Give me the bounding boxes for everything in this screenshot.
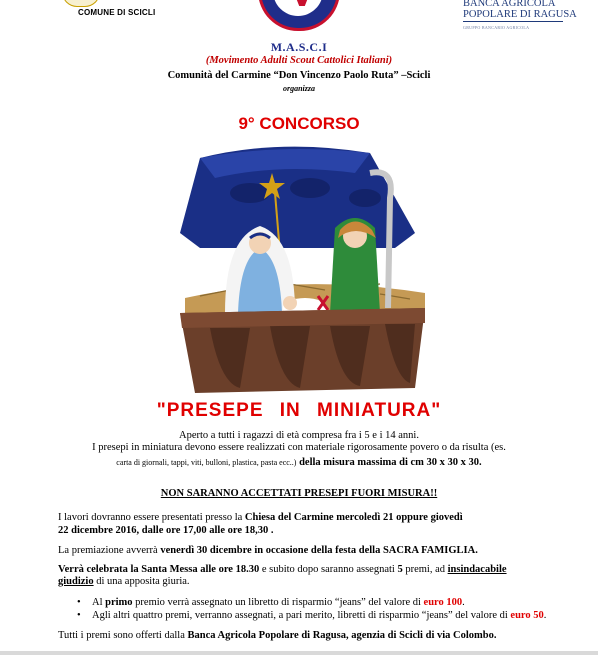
bank-logo-tagline: GRUPPO BANCARIO AGRICOLA [463,25,530,30]
prize-amount: euro 50 [510,610,544,621]
bullet-icon: • [77,610,81,621]
delivery-text: I lavori dovranno essere presentati presso la [58,512,245,523]
egg-carton-base [180,308,425,393]
movement-name: (Movimento Adulti Scout Cattolici Italiani) [205,55,393,66]
sponsor-name: Banca Agricola Popolare di Ragusa, agenzia di Scicli di via Colombo. [187,630,497,641]
material-examples: carta di giornali, tappi, viti, bulloni, plastica, pasta ecc..) [116,458,297,467]
jury-text: di una apposita giuria. [93,576,190,587]
contest-edition: 9° CONCORSO [238,114,360,133]
comune-crest-icon [62,0,100,7]
jury-line [58,576,578,588]
scout-lily-icon [295,0,309,6]
prize-list [74,596,584,622]
mass-text-2: premi, ad [402,564,448,575]
bank-logo-line1: BANCA AGRICOLA [463,0,556,9]
award-text: La premiazione avverrà [58,545,161,556]
material-rules: I presepi in miniatura devono essere realizzati con materiale rigorosamente povero o da risulta (es. [92,442,506,453]
bullet-icon: • [77,597,81,608]
award-date: venerdì 30 dicembre in occasione della festa della SACRA FAMIGLIA. [160,545,478,556]
insindacabile-word: insindacabile [447,564,507,575]
page-bottom-bar [0,651,598,655]
mass-time: Verrà celebrata la Santa Messa alle ore 18.30 [58,564,260,575]
award-line [58,545,578,557]
bank-logo-line2: POPOLARE DI RAGUSA [463,9,577,20]
sponsor-line [58,630,588,642]
delivery-line-1 [58,512,578,524]
masci-emblem-inner [271,0,325,18]
organizza-label: organizza [282,84,315,93]
egg-box-lid [180,147,415,248]
prize-description: premio verrà assegnato un libretto di risparmio “jeans” del valore di [132,597,424,608]
masci-title: M.A.S.C.I [270,40,328,54]
prize-amount: euro 100 [423,597,463,608]
prize-item-others [74,609,584,622]
delivery-line-2: 22 dicembre 2016, dalle ore 17,00 alle ore 18,30 . [58,525,274,536]
prize-rank: primo [105,597,133,608]
mass-text: e subito dopo saranno assegnati [259,564,398,575]
age-requirement: Aperto a tutti i ragazzi di età compresa fra i 5 e i 14 anni. [179,430,419,441]
contest-title: "PRESEPE IN MINIATURA" [156,400,442,421]
mass-line [58,564,578,576]
giudizio-word: giudizio [58,576,94,587]
nativity-photo [140,138,460,403]
prize-punct: . [543,610,547,621]
community-name: Comunità del Carmine “Don Vincenzo Paolo Ruta” –Scicli [167,70,431,81]
prize-count: 5 [397,564,403,575]
material-examples-row [0,457,598,469]
prize-item-first [74,596,584,609]
bank-logo [463,0,577,33]
prize-description: Agli altri quattro premi, verranno assegnati, a pari merito, libretti di risparmio “jeans” del valore di [92,610,511,621]
size-warning: NON SARANNO ACCETTATI PRESEPI FUORI MISURA!! [160,488,438,499]
sponsor-text: Tutti i premi sono offerti dalla [58,630,188,641]
prize-punct: . [462,597,465,608]
size-limit: della misura massima di cm 30 x 30 x 30. [299,457,482,468]
comune-logo-text: COMUNE DI SCICLI [78,8,156,17]
delivery-place-date: Chiesa del Carmine mercoledì 21 oppure giovedì [244,512,463,523]
masci-emblem-icon [258,0,340,31]
prize-text: Al [92,597,106,608]
